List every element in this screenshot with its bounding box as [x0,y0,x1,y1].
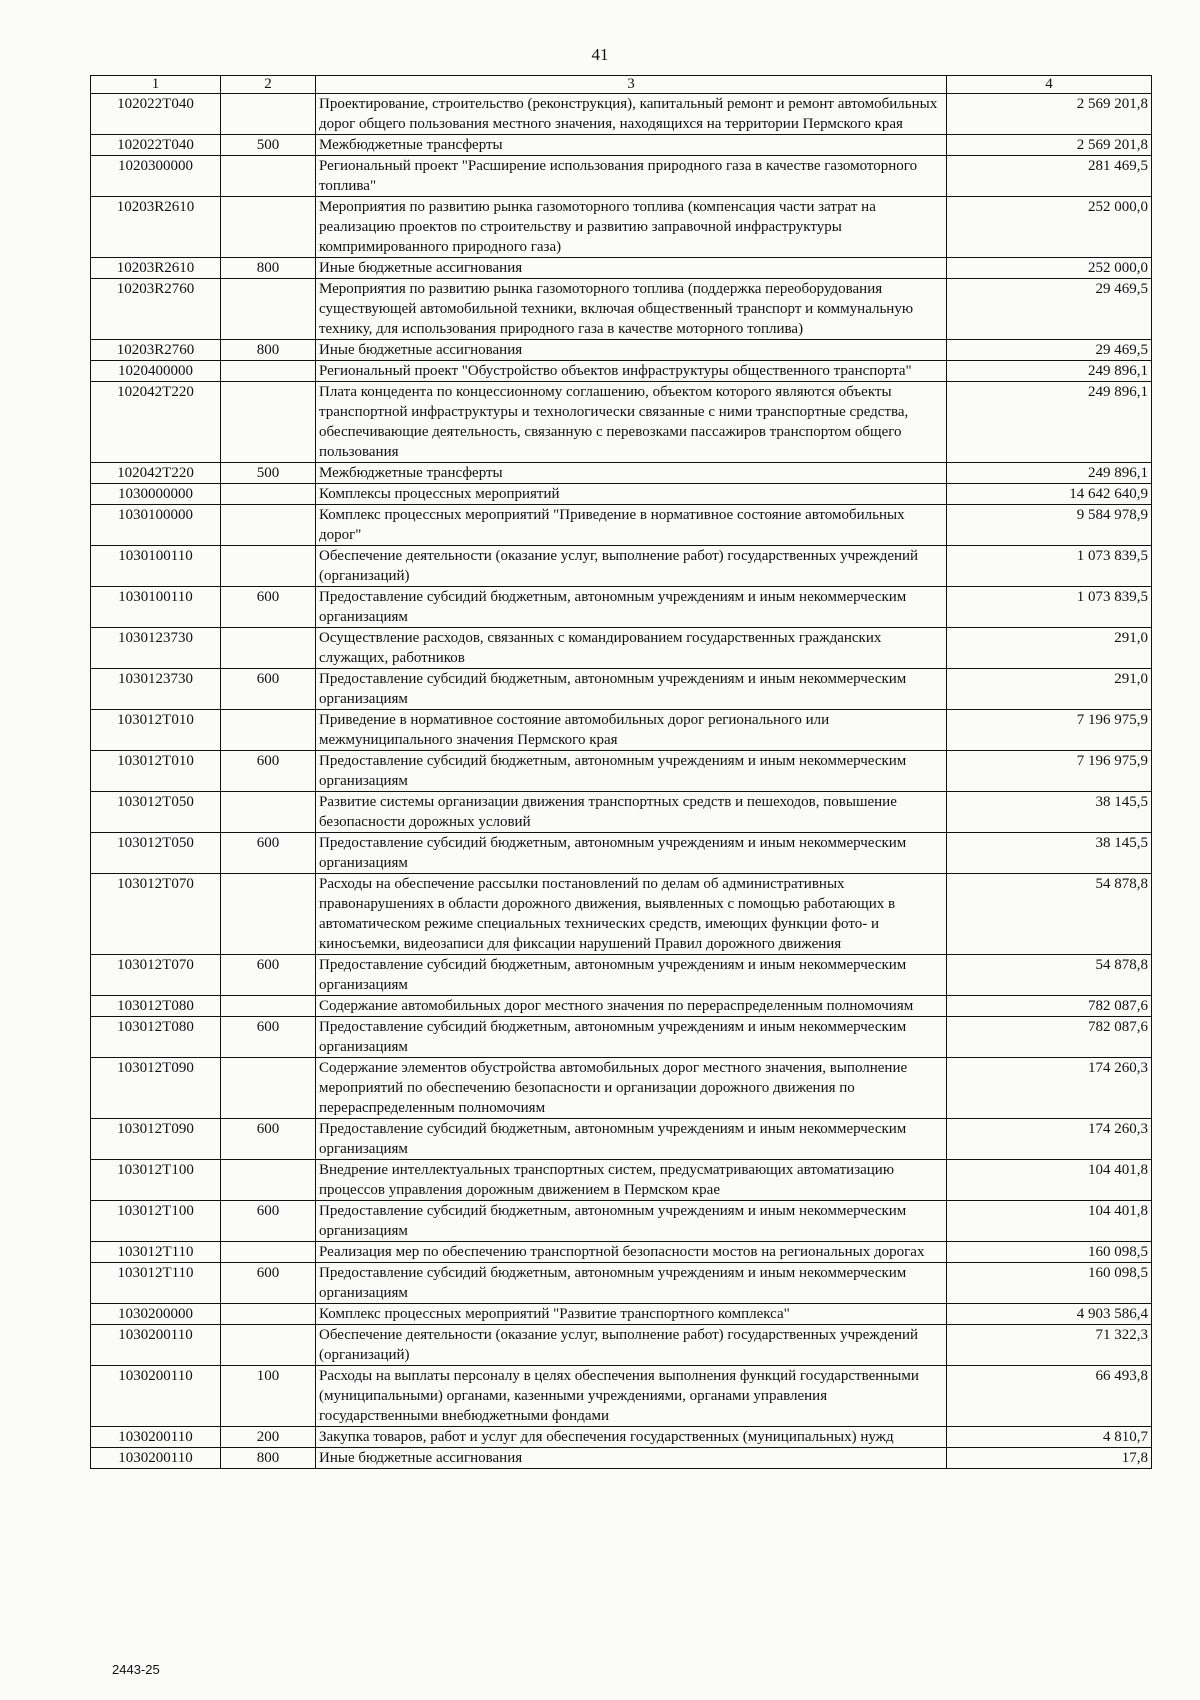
row-amount: 9 584 978,9 [947,505,1152,546]
row-code: 103012T090 [91,1058,221,1119]
row-expense-type: 800 [221,1448,316,1469]
table-row [91,955,1152,996]
row-expense-type: 600 [221,669,316,710]
row-expense-type [221,197,316,258]
row-expense-type: 500 [221,135,316,156]
row-code: 103012T010 [91,710,221,751]
column-header: 4 [947,76,1152,94]
page-number: 41 [591,45,609,64]
row-description: Межбюджетные трансферты [316,463,947,484]
row-description: Осуществление расходов, связанных с командированием государственных гражданских служащих, работников [316,628,947,669]
row-amount: 160 098,5 [947,1263,1152,1304]
table-row [91,996,1152,1017]
row-code: 10203R2610 [91,258,221,279]
table-row [91,669,1152,710]
row-code: 102042T220 [91,382,221,463]
row-amount: 249 896,1 [947,463,1152,484]
column-header: 2 [221,76,316,94]
row-code: 103012T080 [91,1017,221,1058]
row-expense-type: 500 [221,463,316,484]
row-description: Региональный проект "Расширение использования природного газа в качестве газомоторного топлива" [316,156,947,197]
row-expense-type [221,1325,316,1366]
row-description: Обеспечение деятельности (оказание услуг, выполнение работ) государственных учреждений (организаций) [316,1325,947,1366]
row-amount: 104 401,8 [947,1201,1152,1242]
row-amount: 291,0 [947,669,1152,710]
row-description: Реализация мер по обеспечению транспортной безопасности мостов на региональных дорогах [316,1242,947,1263]
table-row [91,340,1152,361]
row-amount: 281 469,5 [947,156,1152,197]
row-description: Закупка товаров, работ и услуг для обеспечения государственных (муниципальных) нужд [316,1427,947,1448]
row-code: 10203R2760 [91,279,221,340]
row-amount: 2 569 201,8 [947,135,1152,156]
row-amount: 249 896,1 [947,361,1152,382]
table-row [91,463,1152,484]
row-expense-type [221,1304,316,1325]
row-amount: 14 642 640,9 [947,484,1152,505]
row-amount: 782 087,6 [947,996,1152,1017]
row-amount: 4 810,7 [947,1427,1152,1448]
row-description: Предоставление субсидий бюджетным, автономным учреждениям и иным некоммерческим организациям [316,751,947,792]
table-row [91,710,1152,751]
row-expense-type: 800 [221,340,316,361]
header-row [91,76,1152,94]
row-expense-type: 600 [221,1201,316,1242]
table-row [91,197,1152,258]
table-row [91,628,1152,669]
row-expense-type [221,156,316,197]
row-amount: 4 903 586,4 [947,1304,1152,1325]
table-row [91,505,1152,546]
row-code: 103012T050 [91,792,221,833]
row-description: Предоставление субсидий бюджетным, автономным учреждениям и иным некоммерческим организациям [316,1017,947,1058]
row-expense-type: 600 [221,1119,316,1160]
table-body [91,94,1152,1469]
row-description: Расходы на выплаты персоналу в целях обеспечения выполнения функций государственными (муниципальными) органами, казенными учреждениями, органами управления государственными внебюджетными фондами [316,1366,947,1427]
row-description: Иные бюджетные ассигнования [316,1448,947,1469]
row-amount: 29 469,5 [947,340,1152,361]
row-code: 102022T040 [91,94,221,135]
row-amount: 7 196 975,9 [947,751,1152,792]
row-description: Приведение в нормативное состояние автомобильных дорог регионального или межмуниципального значения Пермского края [316,710,947,751]
row-code: 103012T070 [91,874,221,955]
row-amount: 54 878,8 [947,955,1152,996]
row-code: 1030200000 [91,1304,221,1325]
table-row [91,1448,1152,1469]
row-code: 1030200110 [91,1366,221,1427]
row-expense-type [221,382,316,463]
row-expense-type [221,874,316,955]
table-row [91,484,1152,505]
row-amount: 17,8 [947,1448,1152,1469]
row-code: 102042T220 [91,463,221,484]
row-code: 10203R2610 [91,197,221,258]
row-description: Предоставление субсидий бюджетным, автономным учреждениям и иным некоммерческим организациям [316,1201,947,1242]
row-amount: 29 469,5 [947,279,1152,340]
row-amount: 38 145,5 [947,792,1152,833]
row-expense-type [221,505,316,546]
column-header: 3 [316,76,947,94]
document-code: 2443-25 [112,1662,160,1677]
row-amount: 104 401,8 [947,1160,1152,1201]
table-row [91,382,1152,463]
row-amount: 38 145,5 [947,833,1152,874]
table-row [91,1058,1152,1119]
row-description: Плата концедента по концессионному соглашению, объектом которого являются объекты транспортной инфраструктуры и технологически связанные с ними транспортные средства, обеспечивающие деятельность, связанную с перевозками пассажиров транспортом общего пользования [316,382,947,463]
row-expense-type [221,94,316,135]
row-code: 103012T110 [91,1263,221,1304]
table-row [91,874,1152,955]
row-description: Иные бюджетные ассигнования [316,340,947,361]
row-expense-type [221,1058,316,1119]
row-description: Предоставление субсидий бюджетным, автономным учреждениям и иным некоммерческим организациям [316,1263,947,1304]
row-amount: 782 087,6 [947,1017,1152,1058]
row-description: Комплекс процессных мероприятий "Приведение в нормативное состояние автомобильных дорог" [316,505,947,546]
row-amount: 252 000,0 [947,197,1152,258]
table-row [91,1160,1152,1201]
row-code: 1030200110 [91,1427,221,1448]
row-expense-type: 100 [221,1366,316,1427]
table-row [91,1427,1152,1448]
row-code: 1020300000 [91,156,221,197]
row-amount: 1 073 839,5 [947,587,1152,628]
table-row [91,792,1152,833]
table-row [91,1242,1152,1263]
row-description: Содержание автомобильных дорог местного значения по перераспределенным полномочиям [316,996,947,1017]
row-code: 103012T080 [91,996,221,1017]
row-amount: 71 322,3 [947,1325,1152,1366]
row-description: Предоставление субсидий бюджетным, автономным учреждениям и иным некоммерческим организациям [316,833,947,874]
row-expense-type: 800 [221,258,316,279]
row-expense-type [221,546,316,587]
row-code: 102022T040 [91,135,221,156]
row-code: 103012T100 [91,1201,221,1242]
table-row [91,751,1152,792]
row-description: Мероприятия по развитию рынка газомоторного топлива (поддержка переоборудования существующей автомобильной техники, включая общественный транспорт и коммунальную технику, для использования природного газа в качестве моторного топлива) [316,279,947,340]
row-description: Проектирование, строительство (реконструкция), капитальный ремонт и ремонт автомобильных дорог общего пользования местного значения, находящихся на территории Пермского края [316,94,947,135]
row-description: Обеспечение деятельности (оказание услуг, выполнение работ) государственных учреждений (организаций) [316,546,947,587]
row-description: Комплексы процессных мероприятий [316,484,947,505]
row-description: Предоставление субсидий бюджетным, автономным учреждениям и иным некоммерческим организациям [316,669,947,710]
table-header [91,76,1152,94]
table-row [91,587,1152,628]
column-header: 1 [91,76,221,94]
row-expense-type [221,484,316,505]
row-description: Мероприятия по развитию рынка газомоторного топлива (компенсация части затрат на реализацию проектов по строительству и развитию заправочной инфраструктуры компримированного природного газа) [316,197,947,258]
row-code: 1030123730 [91,628,221,669]
row-amount: 174 260,3 [947,1119,1152,1160]
row-code: 103012T110 [91,1242,221,1263]
row-expense-type: 600 [221,1017,316,1058]
row-amount: 2 569 201,8 [947,94,1152,135]
row-code: 1030200110 [91,1448,221,1469]
row-expense-type: 200 [221,1427,316,1448]
row-code: 1030000000 [91,484,221,505]
row-code: 1030100000 [91,505,221,546]
row-expense-type: 600 [221,587,316,628]
row-code: 103012T070 [91,955,221,996]
table-row [91,833,1152,874]
table-row [91,1325,1152,1366]
row-expense-type: 600 [221,955,316,996]
row-description: Содержание элементов обустройства автомобильных дорог местного значения, выполнение мероприятий по обеспечению безопасности и организации дорожного движения по перераспределенным полномочиям [316,1058,947,1119]
table-row [91,361,1152,382]
table-row [91,135,1152,156]
row-amount: 291,0 [947,628,1152,669]
row-expense-type: 600 [221,833,316,874]
table-row [91,279,1152,340]
row-code: 103012T010 [91,751,221,792]
row-code: 1030200110 [91,1325,221,1366]
table-row [91,1201,1152,1242]
row-expense-type [221,361,316,382]
row-amount: 7 196 975,9 [947,710,1152,751]
row-code: 1030100110 [91,546,221,587]
row-description: Региональный проект "Обустройство объектов инфраструктуры общественного транспорта" [316,361,947,382]
table-row [91,258,1152,279]
table-row [91,546,1152,587]
table-row [91,1017,1152,1058]
row-code: 1030123730 [91,669,221,710]
row-expense-type [221,710,316,751]
table-row [91,1263,1152,1304]
row-expense-type [221,996,316,1017]
row-description: Расходы на обеспечение рассылки постановлений по делам об административных правонарушениях в области дорожного движения, выявленных с помощью работающих в автоматическом режиме специальных технических средств, имеющих функции фото- и киносъемки, видеозаписи для фиксации нарушений Правил дорожного движения [316,874,947,955]
row-amount: 249 896,1 [947,382,1152,463]
row-code: 1020400000 [91,361,221,382]
table-row [91,156,1152,197]
row-expense-type: 600 [221,751,316,792]
row-code: 103012T090 [91,1119,221,1160]
row-amount: 1 073 839,5 [947,546,1152,587]
row-expense-type [221,1242,316,1263]
row-amount: 66 493,8 [947,1366,1152,1427]
table-row [91,1119,1152,1160]
row-amount: 174 260,3 [947,1058,1152,1119]
row-description: Предоставление субсидий бюджетным, автономным учреждениям и иным некоммерческим организациям [316,587,947,628]
row-code: 103012T050 [91,833,221,874]
row-expense-type: 600 [221,1263,316,1304]
row-expense-type [221,1160,316,1201]
row-description: Комплекс процессных мероприятий "Развитие транспортного комплекса" [316,1304,947,1325]
row-description: Межбюджетные трансферты [316,135,947,156]
row-expense-type [221,792,316,833]
row-amount: 54 878,8 [947,874,1152,955]
row-description: Предоставление субсидий бюджетным, автономным учреждениям и иным некоммерческим организациям [316,1119,947,1160]
row-code: 10203R2760 [91,340,221,361]
table-row [91,94,1152,135]
budget-table [90,75,1152,1469]
row-description: Предоставление субсидий бюджетным, автономным учреждениям и иным некоммерческим организациям [316,955,947,996]
row-expense-type [221,628,316,669]
row-description: Развитие системы организации движения транспортных средств и пешеходов, повышение безопасности дорожных условий [316,792,947,833]
table-row [91,1304,1152,1325]
row-code: 1030100110 [91,587,221,628]
row-expense-type [221,279,316,340]
row-description: Внедрение интеллектуальных транспортных систем, предусматривающих автоматизацию процессов управления дорожным движением в Пермском крае [316,1160,947,1201]
row-description: Иные бюджетные ассигнования [316,258,947,279]
row-amount: 160 098,5 [947,1242,1152,1263]
row-code: 103012T100 [91,1160,221,1201]
row-amount: 252 000,0 [947,258,1152,279]
table-row [91,1366,1152,1427]
